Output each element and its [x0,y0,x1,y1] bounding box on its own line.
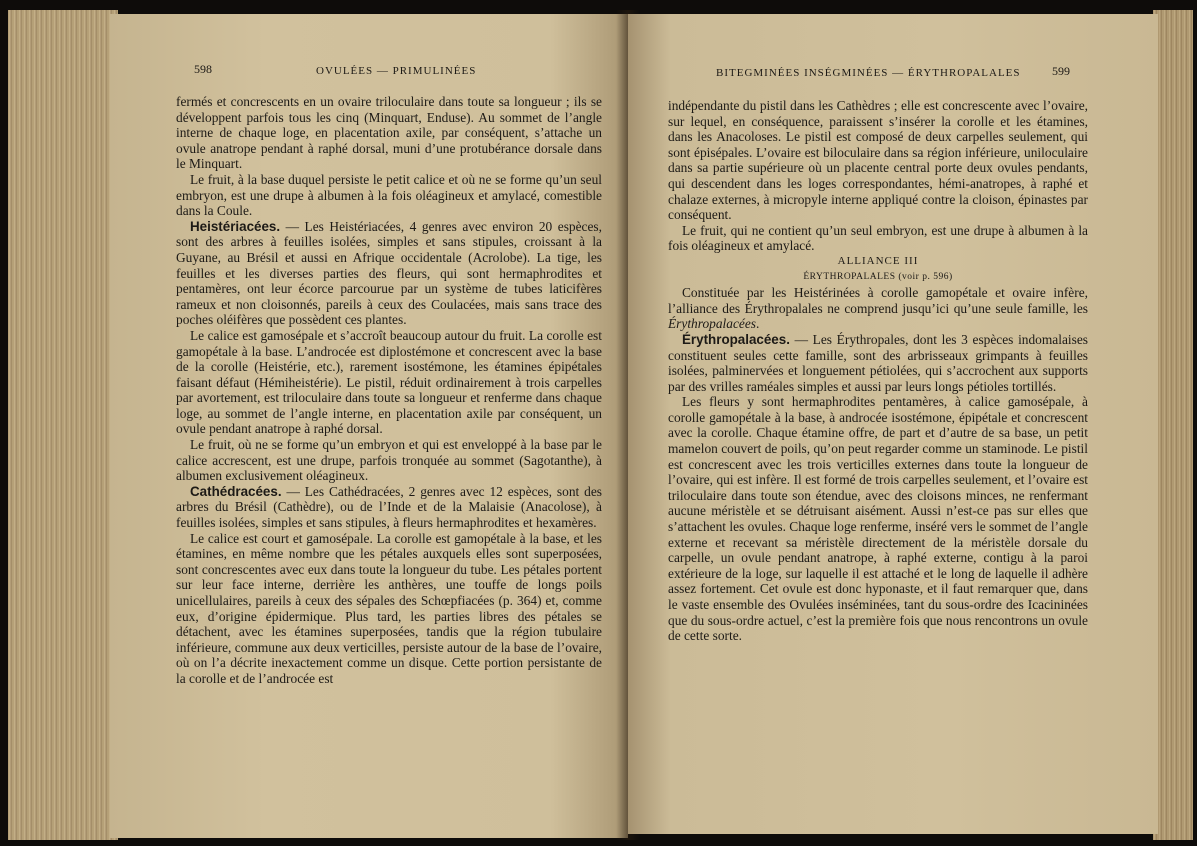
paragraph: fermés et concrescents en un ovaire triloculaire dans toute sa longueur ; ils se développent parfois tous les cinq (Minquart, Enduse). Au sommet de l’angle interne de chaque loge, en placentation axile, par conséquent, s’attache un ovule anatrope pendant à raphé dorsal, muni d’une protubérance dorsale dans le Minquart. [176,94,602,172]
left-page-edges [8,10,118,840]
paragraph: indépendante du pistil dans les Cathèdres ; elle est concrescente avec l’ovaire, sur lequel, en conséquence, paraissent s’insérer la corolle et les étamines, dans les Anacoloses. Le pistil est composé de deux carpelles seulement, qui sont épisépales. L’ovaire est biloculaire dans sa région inférieure, uniloculaire dans sa partie supérieure où un placente central porte deux ovules pendants, qui descendent dans les loges correspondantes, hémi-anatropes, à raphé et chalaze externes, à micropyle interne appliqué contre la cloison, épinastes par conséquent. [668,98,1088,223]
page-number: 598 [194,62,212,76]
paragraph: Constituée par les Heistérinées à corolle gamopétale et ovaire infère, l’alliance des Érythropalales ne comprend jusqu’ici qu’une seule famille, les Érythropalacées. [668,285,1088,332]
alliance-subheading: ÉRYTHROPALALES (voir p. 596) [803,271,953,282]
left-body-text [176,94,602,687]
family-heading: Cathédracées. [190,483,282,499]
running-head: OVULÉES — PRIMULINÉES [316,65,477,77]
paragraph: Le calice est court et gamosépale. La corolle est gamopétale à la base, et les étamines, en même nombre que les pétales auxquels elles sont superposées, sont concrescentes avec eux dans toute la longueur du tube. Les pétales portent sur leur face interne, derrière les anthères, une touffe de longs poils unicellulaires, pareils à ceux des sépales des Schœpfiacées (p. 364) et, comme eux, d’origine épidermique. Plus tard, les parties libres des pétales se détachent, avec les étamines superposées, tandis que la région tubulaire inférieure, commune aux deux verticilles, persiste autour de la base de l’ovaire, où on l’a décrite inexactement comme un disque. Cette portion persistante de la corolle et de l’androcée est [176,530,602,686]
page-number: 599 [1052,64,1070,78]
family-heading: Érythropalacées. [682,331,790,347]
paragraph: Le calice est gamosépale et s’accroît beaucoup autour du fruit. La corolle est gamopétale à la base. L’androcée est diplostémone et concrescent avec la base de la corolle (Heistérie, etc.), rarement isostémone, les étamines épipétales faisant défaut (Hémiheistérie). Le pistil, réduit ordinairement à trois carpelles par avortement, est triloculaire dans toute sa longueur et renferme dans chaque loge, au sommet de l’angle interne, en placentation axile par conséquent, un ovule pendant anatrope à raphé dorsal. [176,327,602,437]
italic-family-name: Érythropalacées [668,316,757,332]
paragraph: Le fruit, qui ne contient qu’un seul embryon, est une drupe à albumen à la fois oléagineux et amylacé. [668,222,1088,254]
paragraph: Érythropalacées. — Les Érythropales, dont les 3 espèces indomalaises constituent seules cette famille, sont des arbrisseaux grimpants à feuilles isolées, palminervées et longuement pétiolées, qui s’accrochent aux supports par des vrilles raméales simples et aussi par leurs longs pétioles tortillés. [668,331,1088,394]
running-head: BITEGMINÉES INSÉGMINÉES — ÉRYTHROPALALES [716,67,1021,79]
right-body-text [668,98,1088,644]
paragraph: Heistériacées. — Les Heistériacées, 4 genres avec environ 20 espèces, sont des arbres à feuilles isolées, simples et sans stipules, croissant à la Guyane, au Brésil et aussi en Afrique occidentale (Acrolobe). La tige, les feuilles et les diverses parties des fleurs, qui sont hermaphrodites et pentamères, ont leur écorce parcourue par un système de tubes laticifères rameux et non cloisonnés, pareils à ceux des Coulacées, mais sans trace des poches oléifères que possèdent ces plantes. [176,218,602,328]
family-heading: Heistériacées. [190,218,281,234]
alliance-heading: ALLIANCE III [837,254,919,267]
right-page [628,14,1158,834]
paragraph: Le fruit, où ne se forme qu’un embryon et qui est enveloppé à la base par le calice accrescent, est une drupe, parfois tronquée au sommet (Sagotanthe), à albumen exclusivement oléagineux. [176,437,602,484]
left-page [110,14,628,838]
paragraph: Les fleurs y sont hermaphrodites pentamères, à calice gamosépale, à corolle gamopétale à la base, à androcée isostémone, épipétale et concrescent avec la corolle. Chaque étamine offre, de part et d’autre de sa base, un petit mamelon couvert de poils, qu’on peut regarder comme un staminode. Le pistil est concrescent avec les trois verticilles externes dans toute la longueur de l’ovaire, qui est infère. Il est formé de trois carpelles seulement, et l’ovaire est triloculaire dans toute son étendue, avec des cloisons minces, ne renfermant aucune méristèle et se détruisant aisément. Aussi n’est-ce pas sur elles que s’attachent les ovules. Chaque loge renferme, inséré vers le sommet de l’angle externe et recevant sa méristèle directement de la méristèle dorsale du carpelle, un ovule pendant anatrope, à raphé externe, contigu à la paroi extérieure de la loge, sur laquelle il est attaché et le long de laquelle il adhère assez fortement. Cet ovule est donc hyponaste, et il faut remarquer que, dans le vaste ensemble des Ovulées inséminées, tant du sous-ordre des Icacininées que du sous-ordre actuel, c’est la première fois que nous rencontrons un ovule de cette sorte. [668,394,1088,644]
paragraph: Cathédracées. — Les Cathédracées, 2 genres avec 12 espèces, sont des arbres du Brésil (Cathèdre), ou de l’Inde et de la Malaisie (Anacolose), à feuilles isolées, simples et sans stipules, à fleurs hermaphrodites et hexamères. [176,483,602,531]
paragraph: Le fruit, à la base duquel persiste le petit calice et où ne se forme qu’un seul embryon, est une drupe à albumen à la fois oléagineux et amylacé, comestible dans la Coule. [176,171,602,219]
right-page-edges [1153,10,1193,840]
